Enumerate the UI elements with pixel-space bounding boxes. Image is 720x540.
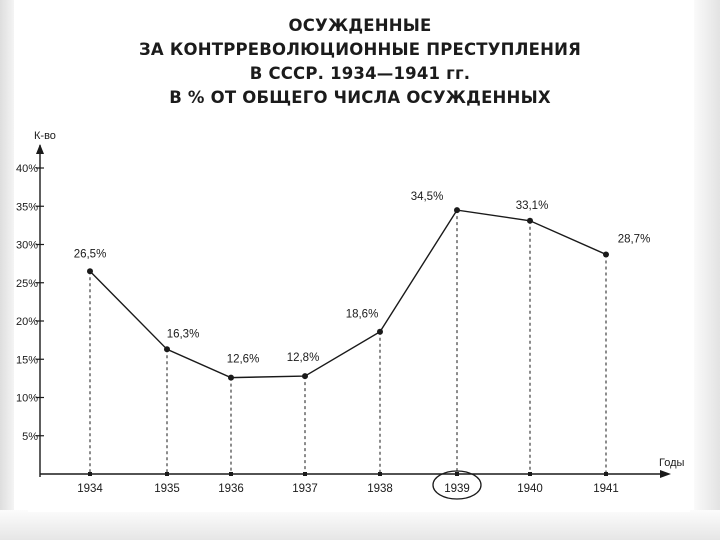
x-tick-mark (165, 472, 169, 476)
y-tick-label: 15% (15, 354, 38, 367)
data-point (377, 329, 383, 335)
data-label: 18,6% (345, 308, 379, 321)
data-point (603, 251, 609, 257)
y-tick-label: 10% (15, 392, 38, 405)
x-tick-mark (88, 472, 92, 476)
y-axis-label: К-во (34, 130, 56, 142)
x-tick-mark (455, 472, 459, 476)
x-tick-label: 1937 (292, 483, 318, 495)
title-line-4: В % ОТ ОБЩЕГО ЧИСЛА ОСУЖДЕННЫХ (169, 88, 551, 107)
x-tick-mark (378, 472, 382, 476)
x-tick-label: 1939 (444, 483, 470, 495)
data-point (527, 218, 533, 224)
y-tick-label: 40% (15, 163, 38, 175)
data-label: 12,6% (226, 353, 260, 366)
y-tick-label: 35% (15, 201, 38, 214)
x-tick-label: 1934 (77, 483, 103, 495)
x-tick-label: 1935 (154, 483, 180, 495)
data-label: 26,5% (73, 248, 107, 261)
data-label: 16,3% (166, 328, 200, 341)
data-label: 33,1% (515, 199, 549, 212)
data-point (164, 346, 170, 352)
x-tick-label: 1941 (593, 483, 619, 495)
data-point (454, 207, 460, 213)
y-tick-label: 20% (15, 316, 38, 328)
y-tick-label: 25% (15, 277, 38, 290)
title-line-1: ОСУЖДЕННЫЕ (288, 16, 432, 35)
y-tick-label: 30% (15, 239, 38, 252)
x-tick-label: 1936 (218, 483, 244, 495)
data-label: 12,8% (286, 352, 320, 365)
x-tick-mark (229, 472, 233, 476)
x-tick-mark (528, 472, 532, 476)
data-point (87, 268, 93, 274)
y-tick-label: 5% (22, 430, 38, 443)
title-line-3: В СССР. 1934—1941 гг. (249, 64, 471, 83)
x-tick-label: 1938 (367, 483, 393, 495)
y-axis-arrow (36, 144, 44, 154)
data-label: 28,7% (617, 233, 651, 246)
data-point (302, 373, 308, 379)
series-line (90, 210, 606, 378)
x-tick-label: 1940 (517, 483, 543, 495)
title-line-2: ЗА КОНТРРЕВОЛЮЦИОННЫЕ ПРЕСТУПЛЕНИЯ (139, 40, 581, 59)
x-axis-label: Годы (659, 457, 685, 469)
data-label: 34,5% (410, 191, 444, 204)
x-axis-arrow (660, 470, 671, 478)
x-tick-mark (303, 472, 307, 476)
x-tick-mark (604, 472, 608, 476)
data-point (228, 375, 234, 381)
